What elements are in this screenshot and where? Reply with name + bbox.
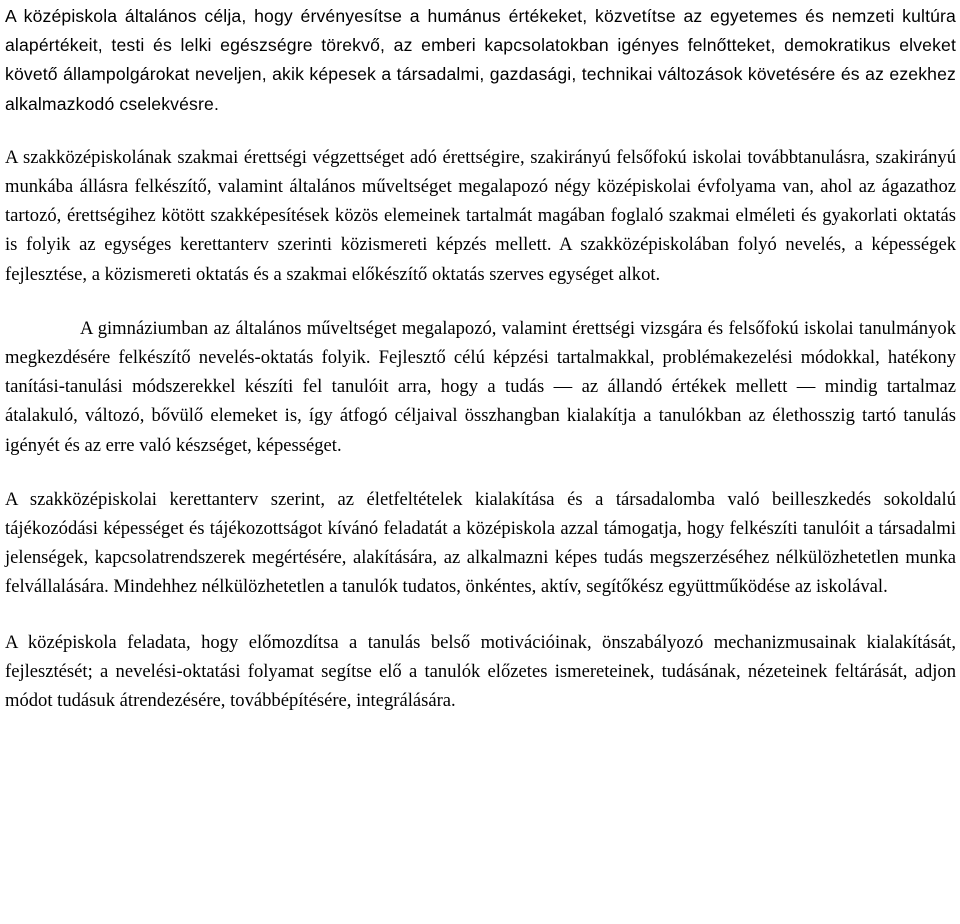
paragraph-vocational-school: A szakközépiskolának szakmai érettségi végzettséget adó érettségire, szakirányú felsőfokú iskolai továbbtanulásra, szakirányú munkába állásra felkészítő, valamint általános műveltséget megalapozó négy középiskolai évfolyama van, ahol az ágazathoz tartozó, érettségihez kötött szakképesítések közös elemeinek tartalmát magában foglaló szakmai elméleti és gyakorlati oktatás is folyik az egységes kerettanterv szerinti közismereti képzés mellett. A szakközépiskolában folyó nevelés, a képességek fejlesztése, a közismereti oktatás és a szakmai előkészítő oktatás szerves egységet alkot. bbox=[5, 146, 956, 285]
paragraph-framework-curriculum: A szakközépiskolai kerettanterv szerint, az életfeltételek kialakítása és a társadalomba való beilleszkedés sokoldalú tájékozódási képességet és tájékozottságot kívánó feladatát a középiskola azzal támogatja, hogy felkészíti tanulóit a társadalmi jelenségek, kapcsolatrendszerek megértésére, alakítására, az alkalmazni képes tudás megszerzéséhez nélkülözhetetlen munka felvállalására. Mindehhez nélkülözhetetlen a tanulók tudatos, önkéntes, aktív, segítőkész együttműködése az iskolával. bbox=[5, 488, 956, 598]
paragraph-school-task: A középiskola feladata, hogy előmozdítsa a tanulás belső motivációinak, önszabályozó mechanizmusainak kialakítását, fejlesztését; a nevelési-oktatási folyamat segítse elő a tanulók előzetes ismereteinek, tudásának, nézeteinek feltárását, adjon módot tudásuk átrendezésére, továbbépítésére, integrálására. bbox=[5, 631, 956, 712]
paragraph-general-goal: A középiskola általános célja, hogy érvényesítse a humánus értékeket, közvetítse az egyetemes és nemzeti kultúra alapértékeit, testi és lelki egészségre törekvő, az emberi kapcsolatokban igényes felnőtteket, demokratikus elveket követő állampolgárokat neveljen, akik képesek a társadalmi, gazdasági, technikai változások követésére és az ezekhez alkalmazkodó cselekvésre. bbox=[5, 6, 956, 114]
paragraph-grammar-school: A gimnáziumban az általános műveltséget megalapozó, valamint érettségi vizsgára és felsőfokú iskolai tanulmányok megkezdésére felkészítő nevelés-oktatás folyik. Fejlesztő célú képzési tartalmakkal, problémakezelési módokkal, hatékony tanítási-tanulási módszerekkel készíti fel tanulóit arra, hogy a tudás — az állandó értékek mellett — mindig tartalmaz átalakuló, változó, bővülő elemeket is, így átfogó céljaival összhangban kialakítja a tanulókban az élethosszig tartó tanulás igényét és az erre való készséget, képességet. bbox=[5, 317, 956, 456]
